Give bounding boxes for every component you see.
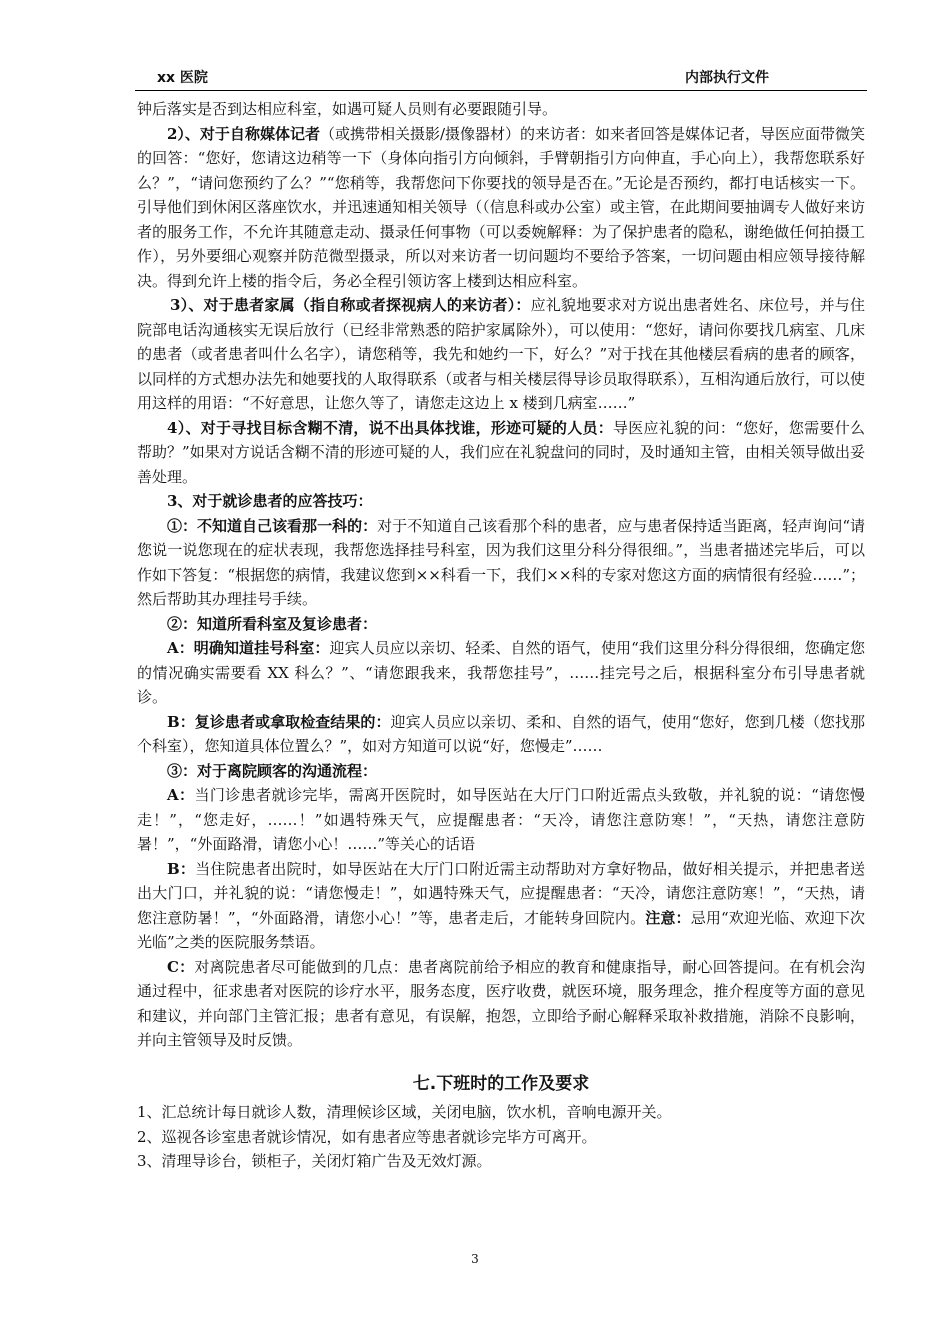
- list-item: 3、清理导诊台，锁柜子，关闭灯箱广告及无效灯源。: [137, 1152, 492, 1170]
- page-number: 3: [471, 1252, 479, 1266]
- subsection-heading: 3、对于就诊患者的应答技巧：: [167, 492, 373, 510]
- paragraph-known-department: A：明确知道挂号科室：迎宾人员应以亲切、轻柔、自然的语气，使用“我们这里分科分得很细，您确定您的情况确实需要看 XX 科么？”、“请您跟我来，我帮您挂号”，……挂完号之后，根据科室分布引导患者就诊。: [137, 639, 865, 706]
- header-hospital-name: xx 医院: [157, 70, 208, 86]
- paragraph-heading: A：明确知道挂号科室：: [167, 639, 330, 657]
- paragraph-heading: B：: [167, 859, 196, 878]
- document-body: [137, 97, 865, 1174]
- section-title: 七.下班时的工作及要求: [412, 1073, 590, 1094]
- paragraph-unknown-department: ①：不知道自己该看那一科的：对于不知道自己该看那个科的患者，应与患者保持适当距离，轻声询问“请您说一说您现在的症状表现，我帮您选择挂号科室，因为我们这里分科分得很细。”，当患者描述完毕后，可以作如下答复：“根据您的病情，我建议您到××科看一下，我们××科的专家对您这方面的病情很有经验……”；然后帮助其办理挂号手续。: [137, 516, 865, 608]
- header-document-type: 内部执行文件: [685, 70, 769, 86]
- page-header: [135, 66, 867, 91]
- paragraph-follow-up-patients: B：复诊患者或拿取检查结果的：迎宾人员应以亲切、柔和、自然的语气，使用“您好，您到几楼（您找那个科室），您知道具体位置么？”，如对方知道可以说“好，您慢走”……: [137, 712, 865, 755]
- paragraph-outpatient-leaving: A：当门诊患者就诊完毕，需离开医院时，如导医站在大厅门口附近需点头致敬，并礼貌的说：“请您慢走！”，“您走好，……！”如遇特殊天气，应提醒患者：“天冷，请您注意防寒！”，“天热，请您注意防暑！”，“外面路滑，请您小心！……”等关心的话语: [137, 786, 865, 853]
- paragraph-heading: A：: [167, 786, 195, 804]
- paragraph-heading: 4）、对于寻找目标含糊不清，说不出具体找谁，形迹可疑的人员：: [167, 418, 614, 437]
- paragraph-heading: ①：不知道自己该看那一科的：: [167, 516, 378, 535]
- paragraph-heading: 2）、对于自称媒体记者: [167, 124, 320, 143]
- subsection-heading: ③：对于离院顾客的沟通流程：: [167, 761, 378, 780]
- paragraph-heading: B：复诊患者或拿取检查结果的：: [167, 712, 391, 731]
- paragraph-suspicious-persons: 4）、对于寻找目标含糊不清，说不出具体找谁，形迹可疑的人员：导医应礼貌的问：“您好，您需要什么帮助？”如果对方说话含糊不清的形迹可疑的人，我们应在礼貌盘问的同时，及时通知主管，由相关领导做出妥善处理。: [137, 418, 865, 486]
- note-label: 注意：: [645, 908, 691, 927]
- paragraph-inpatient-discharge: B：当住院患者出院时，如导医站在大厅门口附近需主动帮助对方拿好物品，做好相关提示，并把患者送出大门口，并礼貌的说：“请您慢走！”，如遇特殊天气，应提醒患者：“天冷，请您注意防寒！”，“天热，请您注意防暑！”，“外面路滑，请您小心！”等，患者走后，才能转身回院内。注意：忌用“欢迎光临、欢迎下次光临”之类的医院服务禁语。: [137, 859, 865, 951]
- paragraph-discharge-guidance: C：对离院患者尽可能做到的几点：患者离院前给予相应的教育和健康指导，耐心回答提问。在有机会沟通过程中，征求患者对医院的诊疗水平，服务态度，医疗收费，就医环境，服务理念，推介程度等方面的意见和建议，并向部门主管汇报；患者有意见，有误解，抱怨，立即给予耐心解释采取补救措施，消除不良影响，并向主管领导及时反馈。: [137, 957, 865, 1049]
- list-item: 1、汇总统计每日就诊人数，清理候诊区域，关闭电脑，饮水机，音响电源开关。: [137, 1103, 672, 1121]
- paragraph-patient-family: 3）、对于患者家属（指自称或者探视病人的来访者）：应礼貌地要求对方说出患者姓名、床位号，并与住院部电话沟通核实无误后放行（已经非常熟悉的陪护家属除外），可以使用：“您好，请问你要找几病室、几床的患者（或者患者叫什么名字），请您稍等，我先和她约一下，好么？”对于找在其他楼层看病的患者的顾客，以同样的方式想办法先和她要找的人取得联系（或者与相关楼层得导诊员取得联系），互相沟通后放行，可以使用这样的用语：“不好意思，让您久等了，请您走这边上 x 楼到几病室……”: [137, 296, 865, 412]
- list-item: 2、巡视各诊室患者就诊情况，如有患者应等患者就诊完毕方可离开。: [137, 1127, 597, 1146]
- subsection-heading: ②：知道所看科室及复诊患者：: [167, 614, 378, 633]
- paragraph-heading: 3）、对于患者家属（指自称或者探视病人的来访者）：: [170, 296, 531, 314]
- paragraph-heading: C：: [167, 957, 195, 976]
- paragraph: 钟后落实是否到达相应科室，如遇可疑人员则有必要跟随引导。: [137, 100, 558, 118]
- paragraph-media-reporters: 2）、对于自称媒体记者（或携带相关摄影/摄像器材）的来访者：如来者回答是媒体记者，导医应面带微笑的回答：“您好，您请这边稍等一下（身体向指引方向倾斜，手臂朝指引方向伸直，手心向上），我帮您联系好么？”，“请问您预约了么？”“您稍等，我帮您问下你要找的领导是否在。”无论是否预约，都打电话核实一下。引导他们到休闲区落座饮水，并迅速通知相关领导（（信息科或办公室）或主管，在此期间要抽调专人做好来访者的服务工作，不允许其随意走动、摄录任何事物（可以委婉解释：为了保护患者的隐私，谢绝做任何拍摄工作），另外要细心观察并防范微型摄录，所以对来访者一切问题均不要给予答案，一切问题由相应领导接待解决。得到允许上楼的指令后，务必全程引领访客上楼到达相应科室。: [137, 124, 866, 290]
